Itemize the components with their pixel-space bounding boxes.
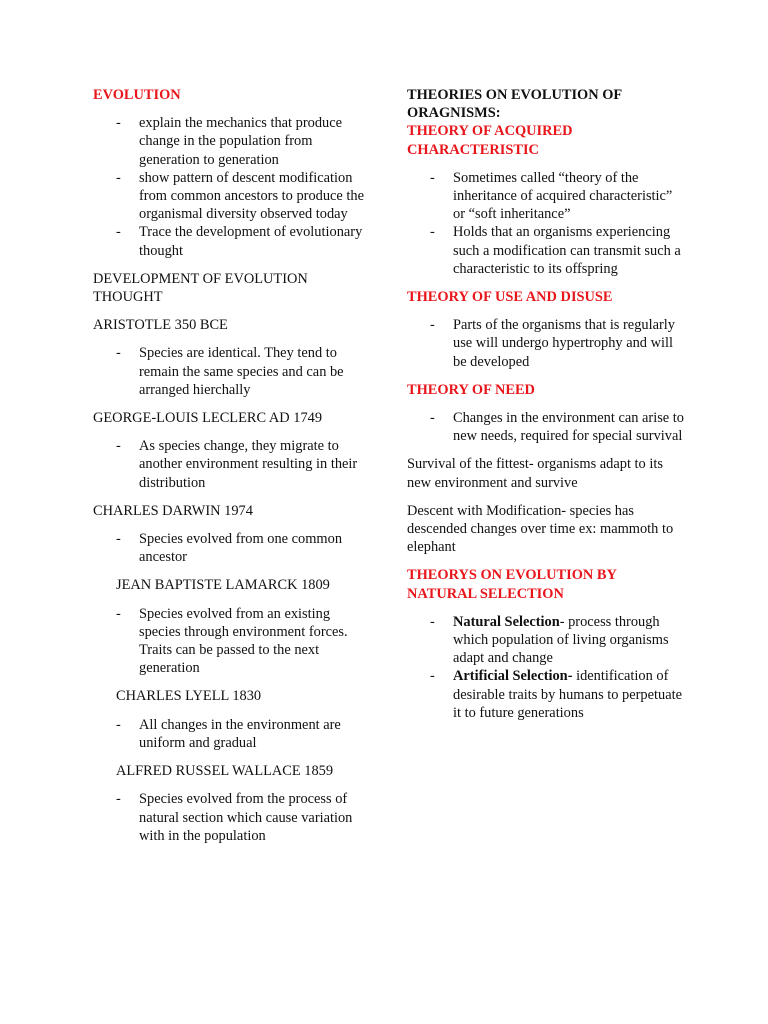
- wallace-list: [93, 790, 368, 845]
- list-item: [407, 409, 687, 445]
- list-item-text: Trace the development of evolutionary thought: [139, 224, 363, 259]
- list-item-text: Species evolved from the process of natural section which cause variation with in the population: [139, 791, 353, 844]
- lamarck-heading: JEAN BAPTISTE LAMARCK 1809: [116, 577, 330, 594]
- bullet-dash: -: [430, 224, 435, 241]
- evolution-heading: EVOLUTION: [93, 87, 181, 103]
- bullet-dash: -: [116, 605, 121, 622]
- list-item: [93, 114, 368, 169]
- aristotle-list: [93, 344, 368, 399]
- bullet-dash: -: [116, 438, 121, 455]
- list-item-text: Species evolved from an existing species through environment forces. Traits can be passed to the next generation: [139, 605, 348, 677]
- list-item-text: Species are identical. They tend to remain the same species and can be arranged hierchally: [139, 345, 344, 398]
- bullet-dash: -: [430, 317, 435, 334]
- lamarck-list: [93, 605, 368, 678]
- list-item: [93, 437, 368, 492]
- descent-paragraph: Descent with Modification- species has descended changes over time ex: mammoth to elephant: [407, 502, 674, 556]
- lyell-heading: CHARLES LYELL 1830: [116, 688, 262, 705]
- evolution-list: [93, 114, 368, 260]
- list-item-text: Species evolved from one common ancestor: [139, 531, 343, 566]
- bullet-dash: -: [430, 410, 435, 427]
- list-item: [407, 667, 687, 722]
- list-item-text: Holds that an organisms experiencing such a modification can transmit such a characteristic to its offspring: [453, 224, 681, 277]
- list-item: [93, 344, 368, 399]
- use-disuse-heading: THEORY OF USE AND DISUSE: [407, 289, 613, 306]
- bullet-dash: -: [116, 224, 121, 241]
- list-item-text: explain the mechanics that produce change in the population from generation to generation: [139, 115, 342, 168]
- natural-selection-heading: THEORYS ON EVOLUTION BY NATURAL SELECTION: [407, 567, 617, 602]
- right-column: [407, 86, 687, 732]
- acquired-heading: THEORY OF ACQUIRED CHARACTERISTIC: [407, 123, 573, 158]
- bullet-dash: -: [116, 169, 121, 186]
- list-item-text: Changes in the environment can arise to new needs, required for special survival: [453, 410, 684, 445]
- darwin-heading: CHARLES DARWIN 1974: [93, 502, 253, 519]
- list-item: [407, 316, 687, 371]
- selection-list: [407, 613, 687, 722]
- list-item: [93, 716, 368, 752]
- list-item: [93, 169, 368, 224]
- aristotle-heading: ARISTOTLE 350 BCE: [93, 317, 228, 334]
- list-item: [93, 605, 368, 678]
- list-item: [93, 223, 368, 259]
- list-item: [93, 790, 368, 845]
- survival-paragraph: Survival of the fittest- organisms adapt to its new environment and survive: [407, 456, 663, 491]
- bullet-dash: -: [430, 613, 435, 630]
- need-list: [407, 409, 687, 445]
- artificial-selection-text: identification of desirable traits by humans to perpetuate it to future generations: [453, 668, 682, 721]
- bullet-dash: -: [430, 169, 435, 186]
- list-item-text: show pattern of descent modification from common ancestors to produce the organismal diversity observed today: [139, 169, 364, 223]
- list-item: [407, 223, 687, 278]
- bullet-dash: -: [116, 716, 121, 733]
- list-item: [407, 613, 687, 668]
- development-heading: DEVELOPMENT OF EVOLUTION THOUGHT: [93, 270, 308, 306]
- list-item: [93, 530, 368, 566]
- theories-heading: THEORIES ON EVOLUTION OF ORAGNISMS:: [407, 87, 622, 122]
- left-column: [93, 86, 368, 855]
- list-item-text: Sometimes called “theory of the inheritance of acquired characteristic” or “soft inheritance”: [453, 169, 673, 223]
- bullet-dash: -: [116, 791, 121, 808]
- bullet-dash: -: [116, 115, 121, 132]
- artificial-selection-term: Artificial Selection-: [453, 668, 573, 685]
- wallace-heading: ALFRED RUSSEL WALLACE 1859: [116, 763, 334, 780]
- bullet-dash: -: [116, 345, 121, 362]
- leclerc-heading: GEORGE-LOUIS LECLERC AD 1749: [93, 410, 323, 427]
- need-heading: THEORY OF NEED: [407, 381, 535, 398]
- list-item-text: As species change, they migrate to another environment resulting in their distribution: [139, 438, 358, 491]
- bullet-dash: -: [116, 531, 121, 548]
- use-disuse-list: [407, 316, 687, 371]
- list-item: [407, 169, 687, 224]
- list-item-text: Parts of the organisms that is regularly use will undergo hypertrophy and will be developed: [453, 317, 675, 370]
- acquired-list: [407, 169, 687, 278]
- natural-selection-text: - process through which population of living organisms adapt and change: [453, 613, 669, 667]
- natural-selection-term: Natural Selection: [453, 613, 560, 630]
- leclerc-list: [93, 437, 368, 492]
- bullet-dash: -: [430, 668, 435, 685]
- lyell-list: [93, 716, 368, 752]
- darwin-list: [93, 530, 368, 566]
- list-item-text: All changes in the environment are uniform and gradual: [139, 716, 341, 751]
